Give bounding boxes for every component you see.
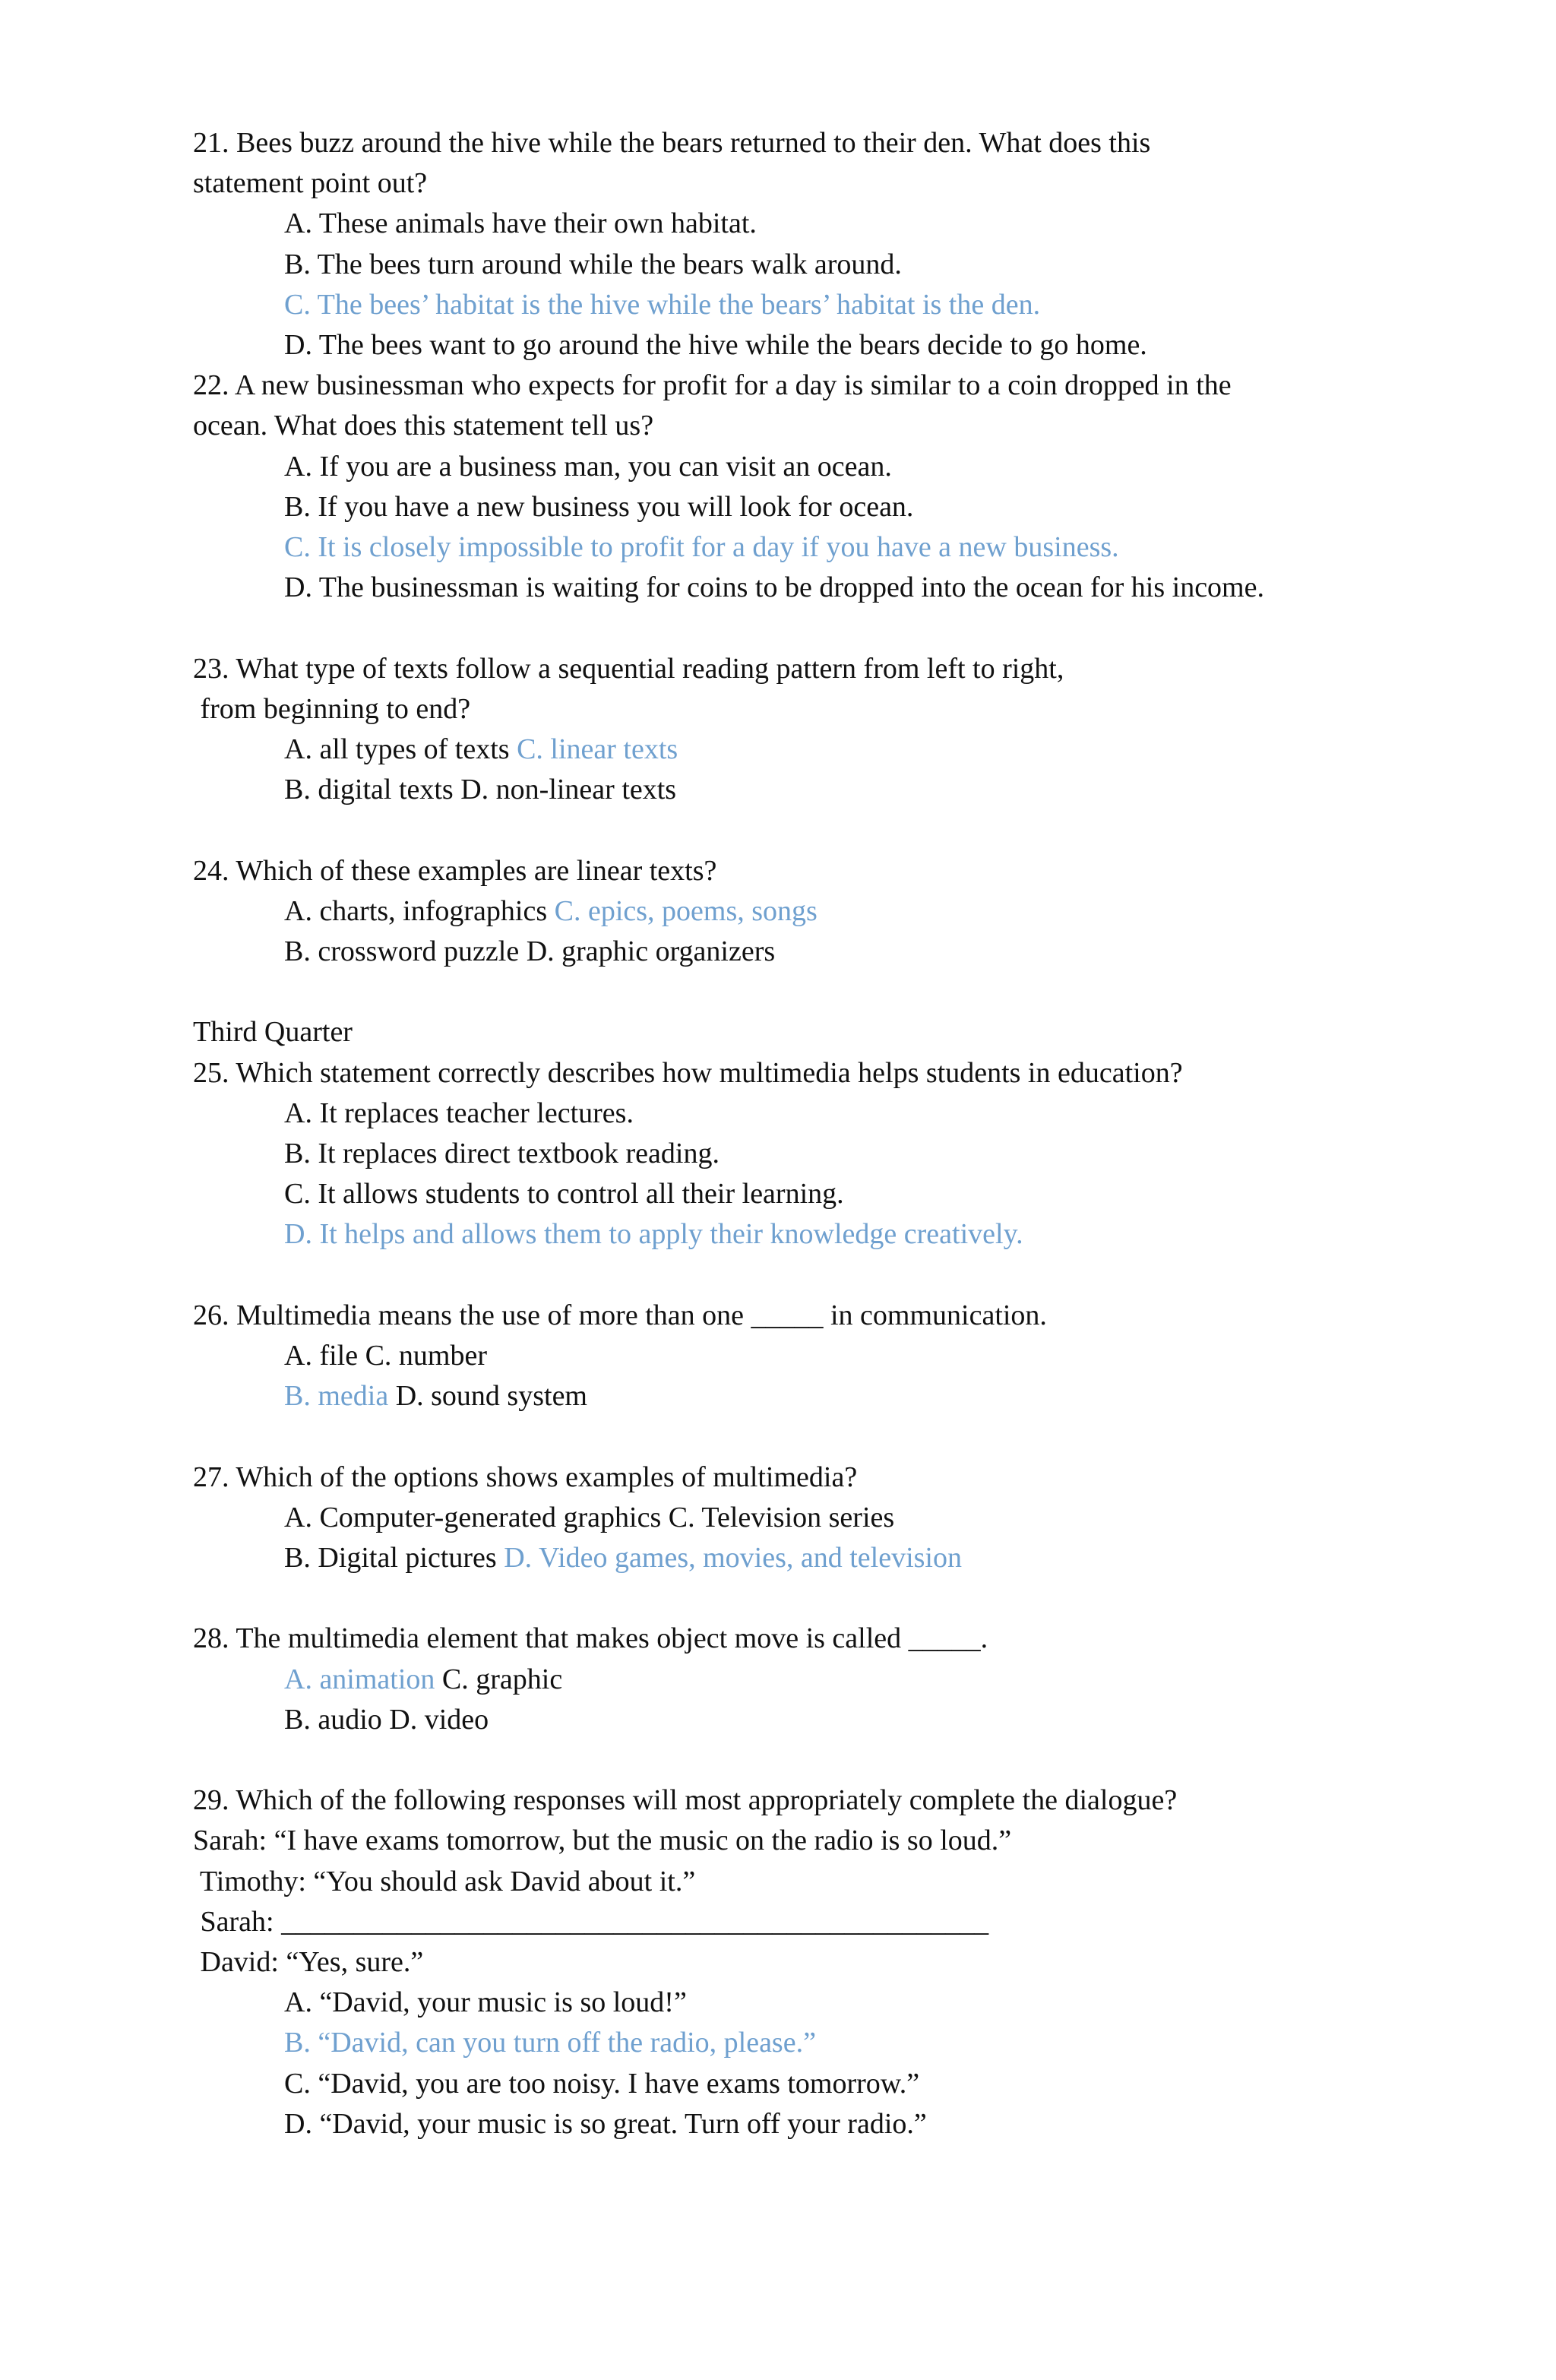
- choice-b: B. If you have a new business you will look for ocean.: [284, 490, 914, 523]
- question-stem: 25. Which statement correctly describes how multimedia helps students in education?: [193, 1056, 1183, 1089]
- choice-c: C. Television series: [668, 1501, 895, 1533]
- dialogue-blank: Sarah: _________________________________________________: [193, 1905, 989, 1938]
- choice-row: [193, 891, 1495, 932]
- choice-a: A. “David, your music is so loud!”: [284, 1986, 687, 2019]
- choice-d: D. non-linear texts: [460, 774, 677, 806]
- choice-d: D. sound system: [388, 1380, 587, 1413]
- choice-a: A. file: [284, 1340, 365, 1372]
- choice-b: B. digital texts: [284, 774, 461, 806]
- spacer: [193, 1255, 1495, 1296]
- question-stem: ocean. What does this statement tell us?: [193, 410, 654, 442]
- spacer: [193, 1740, 1495, 1780]
- question-stem: 27. Which of the options shows examples of multimedia?: [193, 1461, 858, 1493]
- choice-c-answer: C. epics, poems, songs: [554, 894, 818, 927]
- choice-d: D. video: [389, 1703, 489, 1736]
- question-21: [193, 123, 1495, 366]
- question-29: [193, 1780, 1495, 2144]
- choice-b-answer: B. media: [284, 1380, 389, 1413]
- choice-d: D. graphic organizers: [526, 935, 776, 968]
- dialogue-line: Sarah: “I have exams tomorrow, but the music on the radio is so loud.”: [193, 1825, 1012, 1857]
- spacer: [193, 810, 1495, 850]
- choice-row: [193, 1538, 1495, 1578]
- choice-a-answer: A. animation: [284, 1663, 435, 1695]
- spacer: [193, 608, 1495, 648]
- question-26: [193, 1296, 1495, 1417]
- choice-a: A. all types of texts: [284, 733, 517, 766]
- question-22: [193, 366, 1495, 608]
- dialogue-line: Timothy: “You should ask David about it.”: [193, 1865, 696, 1897]
- choice-c: C. It allows students to control all their learning.: [284, 1178, 844, 1211]
- question-25: [193, 1053, 1495, 1255]
- choice-row: [193, 770, 1495, 810]
- spacer: [193, 1578, 1495, 1619]
- choice-c: C. number: [365, 1340, 488, 1372]
- choice-d: D. The businessman is waiting for coins to be dropped into the ocean for his income.: [284, 571, 1264, 604]
- choice-c: C. “David, you are too noisy. I have exams tomorrow.”: [284, 2067, 920, 2100]
- choice-row: [193, 1498, 1495, 1538]
- question-24: [193, 851, 1495, 973]
- choice-c-answer: C. It is closely impossible to profit for a day if you have a new business.: [284, 531, 1119, 564]
- choice-d-answer: D. It helps and allows them to apply their knowledge creatively.: [284, 1218, 1023, 1251]
- choice-row: [193, 1660, 1495, 1700]
- question-28: [193, 1619, 1495, 1740]
- section-heading: Third Quarter: [193, 1016, 353, 1049]
- choice-b-answer: B. “David, can you turn off the radio, please.”: [284, 2027, 816, 2059]
- spacer: [193, 1416, 1495, 1457]
- choice-row: [193, 1700, 1495, 1740]
- choice-b: B. It replaces direct textbook reading.: [284, 1138, 719, 1170]
- question-stem: 28. The multimedia element that makes object move is called _____.: [193, 1622, 988, 1655]
- choice-b: B. Digital pictures: [284, 1542, 504, 1575]
- question-stem: from beginning to end?: [193, 692, 471, 725]
- choice-row: [193, 932, 1495, 972]
- choice-a: A. If you are a business man, you can visit an ocean.: [284, 450, 892, 483]
- question-stem: 29. Which of the following responses will most appropriately complete the dialogue?: [193, 1784, 1178, 1817]
- dialogue-line: David: “Yes, sure.”: [193, 1946, 424, 1979]
- choice-b: B. audio: [284, 1703, 390, 1736]
- question-stem: 26. Multimedia means the use of more than one _____ in communication.: [193, 1299, 1047, 1331]
- choice-a: A. It replaces teacher lectures.: [284, 1097, 634, 1129]
- choice-row: [193, 1376, 1495, 1416]
- question-27: [193, 1457, 1495, 1579]
- spacer: [193, 972, 1495, 1012]
- choice-a: A. These animals have their own habitat.: [284, 207, 757, 240]
- choice-c-answer: C. The bees’ habitat is the hive while the bears’ habitat is the den.: [284, 288, 1041, 321]
- choice-row: [193, 730, 1495, 770]
- choice-b: B. The bees turn around while the bears walk around.: [284, 248, 902, 280]
- question-stem: 23. What type of texts follow a sequential reading pattern from left to right,: [193, 652, 1064, 685]
- question-stem: 21. Bees buzz around the hive while the bears returned to their den. What does this: [193, 127, 1151, 159]
- choice-a: A. charts, infographics: [284, 894, 555, 927]
- choice-c: C. graphic: [435, 1663, 563, 1695]
- choice-c-answer: C. linear texts: [517, 733, 678, 766]
- choice-row: [193, 1336, 1495, 1376]
- choice-a: A. Computer-generated graphics: [284, 1501, 669, 1533]
- question-stem: 24. Which of these examples are linear texts?: [193, 854, 717, 887]
- choice-d: D. The bees want to go around the hive while the bears decide to go home.: [284, 329, 1147, 362]
- question-stem: statement point out?: [193, 167, 428, 200]
- choice-b: B. crossword puzzle: [284, 935, 527, 968]
- choice-d: D. “David, your music is so great. Turn off your radio.”: [284, 2107, 927, 2140]
- choice-d-answer: D. Video games, movies, and television: [504, 1542, 962, 1575]
- question-23: [193, 649, 1495, 811]
- question-stem: 22. A new businessman who expects for profit for a day is similar to a coin dropped in the: [193, 369, 1232, 402]
